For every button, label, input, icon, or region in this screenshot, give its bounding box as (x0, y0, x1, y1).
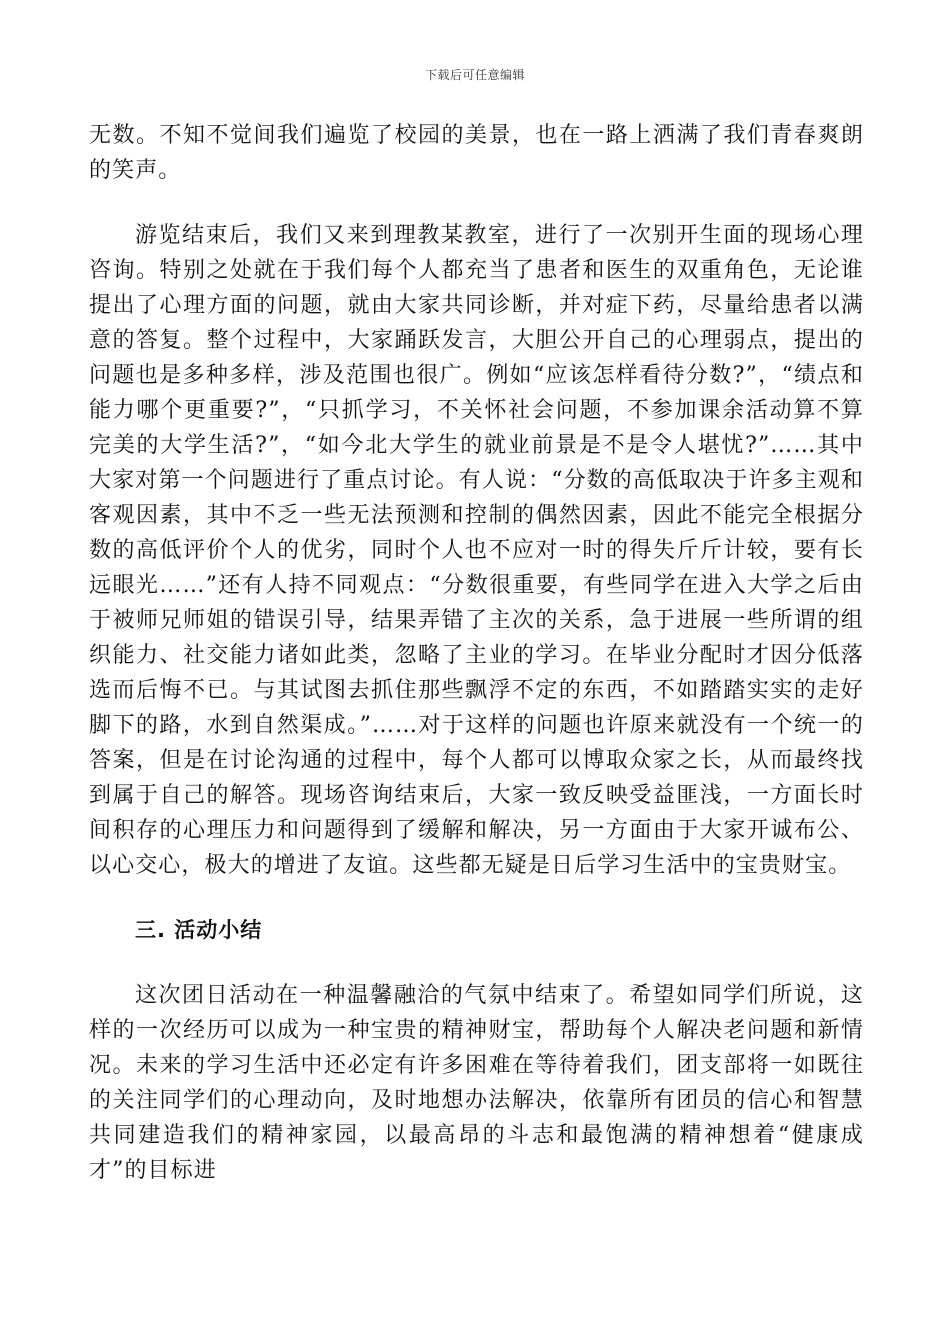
paragraph-summary: 这次团日活动在一种温馨融洽的气氛中结束了。希望如同学们所说，这样的一次经历可以成为一种宝贵的精神财宝，帮助每个人解决老问题和新情况。未来的学习生活中还必定有许多困难在等待着我们，团支部将一如既往的关注同学们的心理动向，及时地想办法解决，依靠所有团员的信心和智慧共同建造我们的精神家园，以最高昂的斗志和最饱满的精神想着“健康成才”的目标进 (89, 983, 864, 1183)
section-heading: 三. 活动小结 (135, 918, 263, 942)
paragraph-consultation: 游览结束后，我们又来到理教某教室，进行了一次别开生面的现场心理咨询。特别之处就在于我们每个人都充当了患者和医生的双重角色，无论谁提出了心理方面的问题，就由大家共同诊断，并对症下药，尽量给患者以满意的答复。整个过程中，大家踊跃发言，大胆公开自己的心理弱点，提出的问题也是多种多样，涉及范围也很广。例如“应该怎样看待分数?”，“绩点和能力哪个更重要?”，“只抓学习，不关怀社会问题，不参加课余活动算不算完美的大学生活?”，“如今北大学生的就业前景是不是令人堪忧?”……其中大家对第一个问题进行了重点讨论。有人说：“分数的高低取决于许多主观和客观因素，其中不乏一些无法预测和控制的偶然因素，因此不能完全根据分数的高低评价个人的优劣，同时个人也不应对一时的得失斤斤计较，要有长远眼光……”还有人持不同观点：“分数很重要，有些同学在进入大学之后由于被师兄师姐的错误引导，结果弄错了主次的关系，急于进展一些所谓的组织能力、社交能力诸如此类，忽略了主业的学习。在毕业分配时才因分低落选而后悔不已。与其试图去抓住那些飘浮不定的东西，不如踏踏实实的走好脚下的路，水到自然渠成。”……对于这样的问题也许原来就没有一个统一的答案，但是在讨论沟通的过程中，每个人都可以博取众家之长，从而最终找到属于自己的解答。现场咨询结束后，大家一致反映受益匪浅，一方面长时间积存的心理压力和问题得到了缓解和解决，另一方面由于大家开诚布公、以心交心，极大的增进了友谊。这些都无疑是日后学习生活中的宝贵财宝。 (89, 223, 864, 878)
paragraph-continuation: 无数。不知不觉间我们遍览了校园的美景，也在一路上洒满了我们青春爽朗的笑声。 (89, 123, 864, 183)
document-body (89, 118, 864, 1188)
page-header: 下载后可任意编辑 (424, 68, 525, 82)
